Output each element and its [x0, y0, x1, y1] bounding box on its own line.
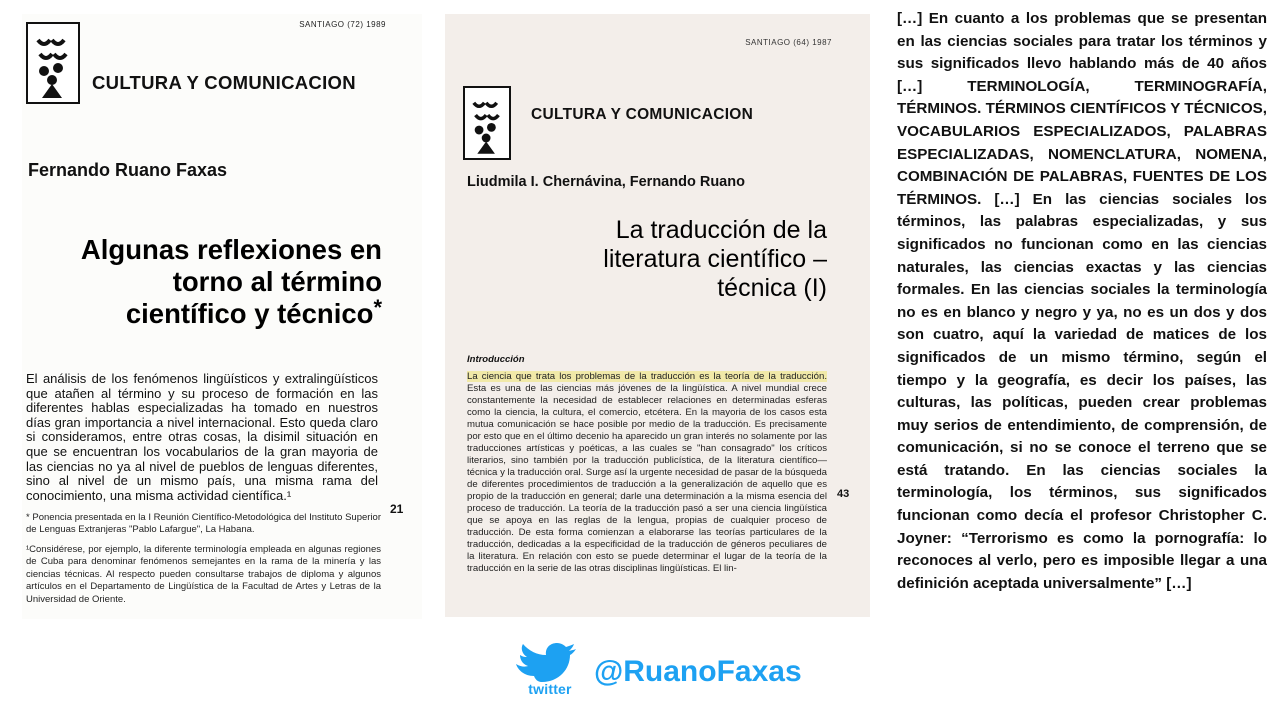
title-line: Algunas reflexiones en — [80, 234, 382, 265]
body-text: Esta es una de las ciencias más jóvenes de la lingüística. A nivel mundial crece constantemente la necesidad de establecer relaciones en determinadas esferas como la ciencia, la cultura, el comercio, etcétera. En la mayoria de los casos esta mutua comunicación se hace posible por medio de la traducción. Es precisamente por esto que en el último decenio ha aparecido un gran interés no solamente por las traducciones artísticas y poéticas, a las cuales se "han consagrado" los críticos literarios, sino también por la traducción publicística, de la literatura científico—técnica y la traducción oral. Surge así la urgente necesidad de pasar de la búsqueda de diferentes procedimientos de traducción a la generalización de aquello que es propio de la traducción en general; darle una determinación a la misma esencia del proceso de traducción. La teoría de la traducción pasó a ser una ciencia lingüística que se apoya en las reglas de la lengua, propias de cualquier proceso de traducción. De esta forma comienzan a elaborarse las teorías particulares de la traducción, dedicadas a la especificidad de la traducción de géneros peculiares de la literatura. En relación con esto se puede determinar el lugar de la teoría de la traducción en la serie de las otras disciplinas lingüísticas. El lin- — [467, 383, 827, 574]
page-number: 43 — [837, 488, 850, 500]
section-name: CULTURA Y COMUNICACION — [531, 106, 754, 123]
footnote: * Ponencia presentada en la I Reunión Científico-Metodológica del Instituto Superior de Lenguas Extranjeras "Pablo Lafargue", La Habana. — [26, 512, 381, 536]
section-heading: Introducción — [467, 354, 525, 365]
journal-logo — [26, 22, 80, 104]
title-line: literatura científico – — [603, 245, 827, 273]
article-authors: Liudmila I. Chernávina, Fernando Ruano — [467, 174, 745, 190]
title-line: técnica (I) — [717, 274, 827, 302]
section-name: CULTURA Y COMUNICACION — [92, 72, 356, 93]
highlighted-text: La ciencia que trata los problemas de la traducción es la teoría de la traducción. — [467, 371, 827, 382]
left-article-scan — [22, 14, 422, 619]
article-body — [467, 371, 827, 575]
journal-logo — [463, 86, 511, 160]
title-line: La traducción de la — [615, 216, 827, 244]
middle-article-scan — [445, 14, 870, 617]
title-line: torno al término — [172, 266, 382, 297]
page-number: 21 — [390, 502, 404, 516]
quote-text: […] En cuanto a los problemas que se presentan en las ciencias sociales para tratar los términos y sus significados llevo hablando más de 40 años […] TERMINOLOGÍA, TERMINOGRAFÍA, TÉRMINOS. TÉRMINOS CIENTÍFICOS Y TÉCNICOS, VOCABULARIOS ESPECIALIZADOS, PALABRAS ESPECIALIZADAS, NOMENCLATURA, NOMENA, COMBINACIÓN DE PALABRAS, FUENTES DE LOS TÉRMINOS. […] En las ciencias sociales los términos, las palabras especializadas, y sus significados no funcionan como en las ciencias naturales, las ciencias exactas y las ciencias formales. En las ciencias sociales la terminología no es en blanco y negro y ya, no es un dos y dos son cuatro, aquí la variedad de matices de los significados de un mismo término, según el tiempo y la geografía, es decir los países, las culturas, las políticas, pueden crear problemas muy serios de entendimiento, de comprensión, de comunicación, si no se conoce el terreno que se está tratando. En las ciencias sociales la terminología, los términos, sus significados funcionan como decía el profesor Christopher C. Joyner: “Terrorismo es como la pornografía: lo reconoces al verlo, pero es imposible llegar a una definición aceptada universalmente” […] — [897, 10, 1267, 592]
twitter-wordmark: twitter — [528, 681, 572, 697]
journal-header: SANTIAGO (64) 1987 — [745, 38, 832, 47]
title-line: científico y técnico* — [125, 295, 382, 329]
footnote: ¹Considérese, por ejemplo, la diferente terminología empleada en algunas regiones de Cuba para denominar fenómenos semejantes en la rama de la minería y las ciencias técnicas. Al respecto pueden consultarse trabajos de diploma y algunos artículos en el Departamento de Lingüística de la Facultad de Artes y Letras de la Universidad de Oriente. — [26, 544, 381, 605]
twitter-handle[interactable]: @RuanoFaxas — [594, 655, 802, 688]
footnote-mark: * — [373, 295, 382, 320]
journal-header: SANTIAGO (72) 1989 — [299, 20, 386, 29]
article-body: El análisis de los fenómenos lingüísticos y extralingüísticos que atañen al término y su proceso de formación en las diferentes hablas especializadas ha tomado en nuestros días gran importancia a nivel internacional. Esto queda claro si consideramos, entre otras cosas, la disimil situación en que se encuentran los vocabularios de la gran mayoria de las ciencias no ya al nivel de pueblos de lenguas diferentes, sino al nivel de un mismo país, una misma rama del conocimiento, una misma actividad científica.¹ — [26, 371, 378, 503]
article-title — [555, 216, 827, 303]
article-title — [32, 234, 382, 330]
article-author: Fernando Ruano Faxas — [28, 160, 228, 180]
